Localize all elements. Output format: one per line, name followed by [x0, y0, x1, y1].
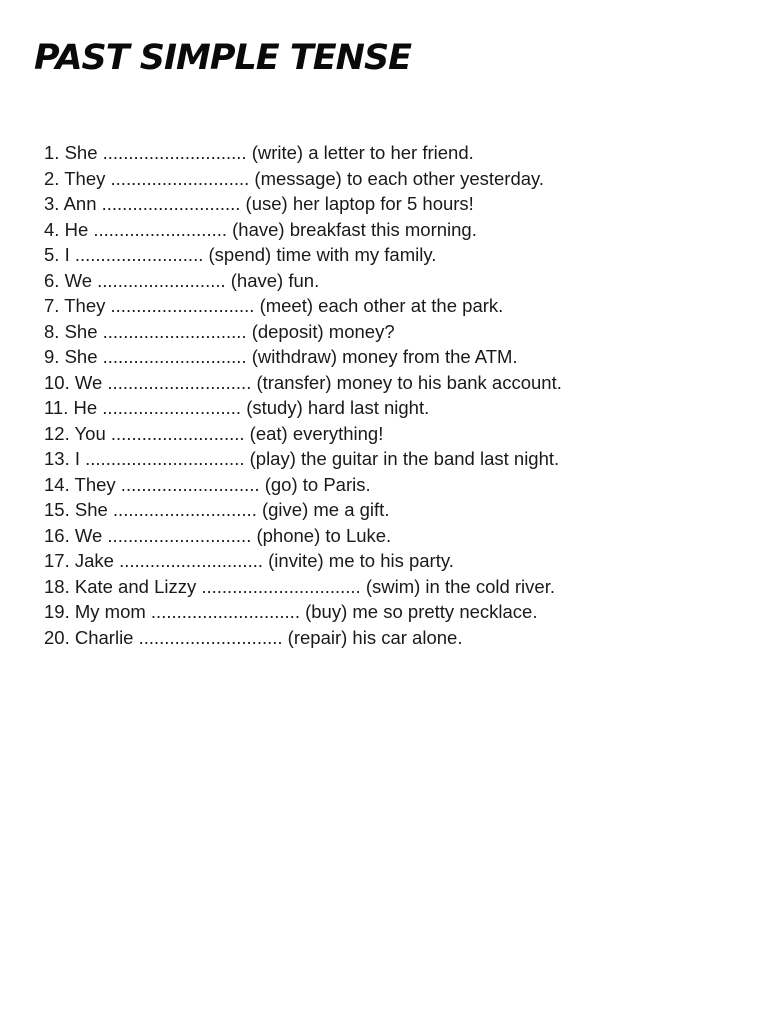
exercise-item-16 — [44, 523, 562, 549]
item-sentence: Charlie ............................ (repair) his car alone. — [74, 626, 463, 648]
item-sentence: She ............................ (write) a letter to her friend. — [64, 142, 474, 163]
exercise-item-15 — [44, 497, 562, 523]
item-number: 6. — [44, 269, 60, 291]
item-sentence: She ............................ (give) me a gift. — [74, 499, 390, 520]
item-number: 3. — [44, 193, 60, 214]
exercise-item-8 — [44, 319, 562, 345]
item-sentence: They ........................... (message) to each other yesterday. — [64, 167, 545, 189]
item-sentence: Ann ........................... (use) her laptop for 5 hours! — [63, 193, 474, 214]
exercise-list — [44, 140, 562, 650]
exercise-item-9 — [44, 344, 562, 370]
exercise-item-11 — [44, 395, 562, 421]
item-sentence: He .......................... (have) breakfast this morning. — [64, 218, 477, 240]
exercise-item-17 — [44, 548, 562, 574]
item-sentence: My mom ............................. (buy) me so pretty necklace. — [74, 601, 538, 622]
item-sentence: She ............................ (withdraw) money from the ATM. — [64, 346, 518, 367]
item-number: 18. — [44, 575, 70, 597]
item-number: 5. — [44, 244, 60, 265]
item-number: 16. — [44, 524, 70, 546]
exercise-item-7 — [44, 293, 562, 319]
exercise-item-13 — [44, 446, 562, 472]
item-number: 7. — [44, 295, 60, 316]
item-sentence: You .......................... (eat) everything! — [74, 422, 384, 444]
item-number: 10. — [44, 371, 70, 393]
item-number: 14. — [44, 473, 70, 495]
item-number: 4. — [44, 218, 60, 240]
item-sentence: I ............................... (play) the guitar in the band last night. — [74, 448, 560, 469]
exercise-item-2 — [44, 166, 562, 192]
page-title: PAST SIMPLE TENSE — [34, 38, 412, 78]
exercise-item-3 — [44, 191, 562, 217]
item-sentence: They ........................... (go) to Paris. — [74, 473, 371, 495]
exercise-item-19 — [44, 599, 562, 625]
item-sentence: I ......................... (spend) time with my family. — [64, 244, 437, 265]
exercise-item-18 — [44, 574, 562, 600]
exercise-item-5 — [44, 242, 562, 268]
exercise-item-20 — [44, 625, 562, 651]
item-number: 2. — [44, 167, 60, 189]
exercise-item-4 — [44, 217, 562, 243]
exercise-item-12 — [44, 421, 562, 447]
item-number: 17. — [44, 550, 70, 571]
item-number: 13. — [44, 448, 70, 469]
item-number: 19. — [44, 601, 70, 622]
item-sentence: He ........................... (study) hard last night. — [73, 397, 430, 418]
item-sentence: They ............................ (meet) each other at the park. — [64, 295, 504, 316]
exercise-item-10 — [44, 370, 562, 396]
item-number: 8. — [44, 320, 60, 342]
item-number: 12. — [44, 422, 70, 444]
exercise-item-1 — [44, 140, 562, 166]
exercise-item-6 — [44, 268, 562, 294]
item-sentence: We ............................ (phone) to Luke. — [74, 524, 392, 546]
item-number: 11. — [44, 397, 69, 418]
item-sentence: Jake ............................ (invite) me to his party. — [74, 550, 454, 571]
item-sentence: We ............................ (transfer) money to his bank account. — [74, 371, 562, 393]
item-sentence: She ............................ (deposit) money? — [64, 320, 395, 342]
exercise-item-14 — [44, 472, 562, 498]
item-number: 20. — [44, 626, 70, 648]
item-number: 15. — [44, 499, 70, 520]
item-sentence: Kate and Lizzy ............................... (swim) in the cold river. — [74, 575, 555, 597]
item-number: 9. — [44, 346, 60, 367]
item-sentence: We ......................... (have) fun. — [64, 269, 320, 291]
item-number: 1. — [44, 142, 60, 163]
